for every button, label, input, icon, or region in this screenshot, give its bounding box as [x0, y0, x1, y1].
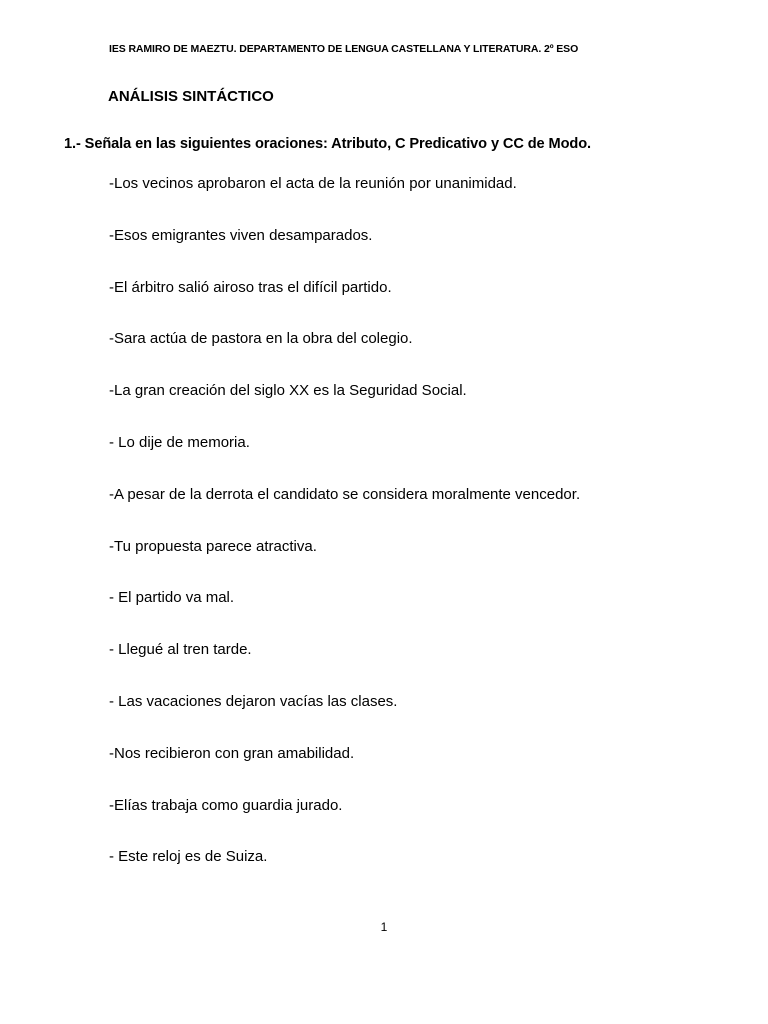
sentence-item: - El partido va mal. [109, 589, 235, 607]
sentence-item: - Llegué al tren tarde. [109, 641, 252, 659]
sentence-item: - Lo dije de memoria. [109, 433, 250, 451]
sentence-item: -Tu propuesta parece atractiva. [109, 537, 317, 555]
exercise-question: 1.- Señala en las siguientes oraciones: Atributo, C Predicativo y CC de Modo. [64, 136, 591, 152]
sentence-item: -La gran creación del siglo XX es la Seguridad Social. [109, 382, 467, 400]
page-number: 1 [380, 920, 388, 934]
sentence-item: -El árbitro salió airoso tras el difícil partido. [109, 278, 392, 296]
sentence-item: -Esos emigrantes viven desamparados. [109, 226, 373, 244]
document-title: ANÁLISIS SINTÁCTICO [108, 88, 274, 105]
sentence-item: -Elías trabaja como guardia jurado. [109, 796, 343, 814]
sentence-item: - Las vacaciones dejaron vacías las clases. [109, 692, 398, 710]
sentence-item: -Nos recibieron con gran amabilidad. [109, 744, 355, 762]
sentence-list [109, 175, 580, 900]
sentence-item: - Este reloj es de Suiza. [109, 848, 268, 866]
sentence-item: -Sara actúa de pastora en la obra del colegio. [109, 330, 413, 348]
page-header: IES RAMIRO DE MAEZTU. DEPARTAMENTO DE LENGUA CASTELLANA Y LITERATURA. 2º ESO [109, 43, 579, 55]
sentence-item: -A pesar de la derrota el candidato se considera moralmente vencedor. [109, 485, 581, 503]
sentence-item: -Los vecinos aprobaron el acta de la reunión por unanimidad. [109, 175, 517, 192]
